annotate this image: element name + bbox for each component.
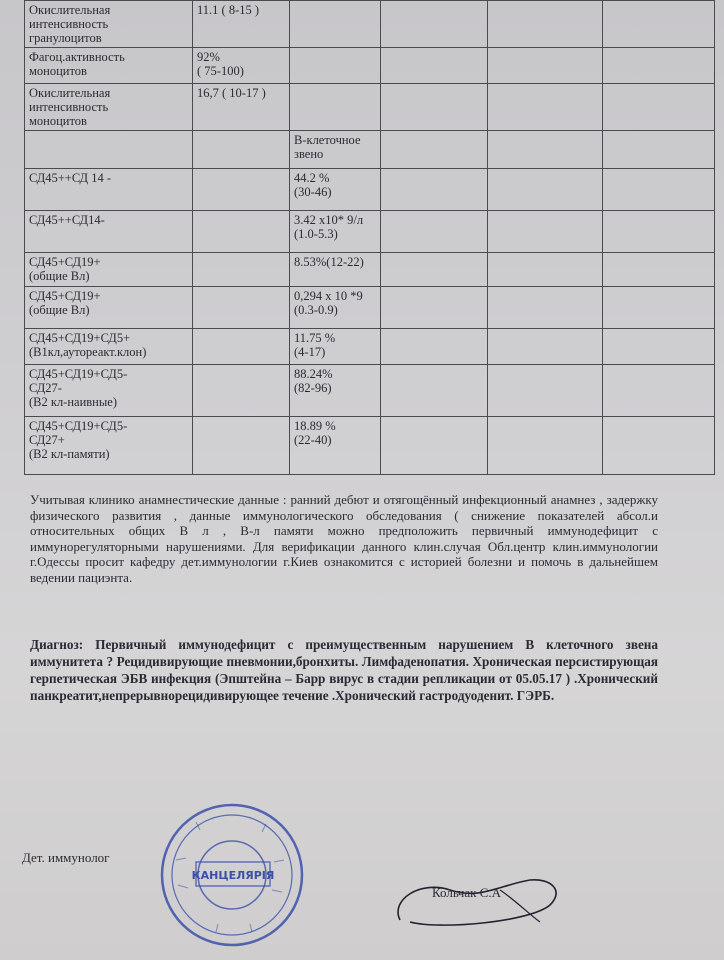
parameter-name-cell: Окислительная интенсивность гранулоцитов	[25, 1, 193, 48]
parameter-name-cell: СД45++СД14-	[25, 211, 193, 253]
empty-cell	[488, 287, 603, 329]
result-value-cell: 44.2 % (30-46)	[290, 169, 381, 211]
result-value-cell: 16,7 ( 10-17 )	[193, 84, 290, 131]
lab-results-table	[24, 0, 715, 475]
empty-cell	[603, 365, 715, 417]
table-row	[25, 253, 715, 287]
round-stamp	[156, 800, 308, 950]
empty-cell	[488, 417, 603, 475]
empty-cell	[381, 365, 488, 417]
table-row	[25, 131, 715, 169]
empty-cell	[603, 131, 715, 169]
parameter-name-cell: СД45+СД19+ (общие Вл)	[25, 253, 193, 287]
empty-cell	[603, 48, 715, 84]
empty-cell	[381, 287, 488, 329]
result-value-cell: В-клеточное звено	[290, 131, 381, 169]
stamp-center-text: КАНЦЕЛЯРІЯ	[191, 869, 275, 882]
diagnosis-paragraph: Диагноз: Первичный иммунодефицит с преимущественным нарушением В клеточного звена иммунитета ? Рецидивирующие пневмонии,бронхиты. Лимфаденопатия. Хроническая персистирующая герпетическая ЭБВ инфекция (Эпштейна – Барр вирус в стадии репликации от 05.05.17 ) .Хронический панкреатит,непрерывнорецидивирующее течение .Хронический гастродуоденит. ГЭРБ.	[30, 637, 658, 703]
empty-cell	[488, 211, 603, 253]
empty-cell	[603, 417, 715, 475]
table-row	[25, 48, 715, 84]
parameter-name-cell	[25, 131, 193, 169]
empty-cell	[193, 131, 290, 169]
empty-cell	[381, 84, 488, 131]
empty-cell	[603, 169, 715, 211]
empty-cell	[193, 365, 290, 417]
empty-cell	[193, 417, 290, 475]
signature-name: Кольчак С.А	[432, 885, 501, 900]
table-row	[25, 287, 715, 329]
empty-cell	[488, 1, 603, 48]
table-row	[25, 84, 715, 131]
empty-cell	[193, 253, 290, 287]
empty-cell	[488, 131, 603, 169]
empty-cell	[193, 287, 290, 329]
table-row	[25, 417, 715, 475]
empty-cell	[603, 329, 715, 365]
empty-cell	[603, 1, 715, 48]
parameter-name-cell: СД45+СД19+СД5- СД27- (В2 кл-наивные)	[25, 365, 193, 417]
empty-cell	[488, 169, 603, 211]
empty-cell	[290, 84, 381, 131]
signature-label: Дет. иммунолог	[22, 850, 110, 865]
empty-cell	[381, 329, 488, 365]
empty-cell	[381, 131, 488, 169]
empty-cell	[603, 211, 715, 253]
empty-cell	[290, 48, 381, 84]
result-value-cell: 0,294 х 10 *9 (0.3-0.9)	[290, 287, 381, 329]
result-value-cell: 8.53%(12-22)	[290, 253, 381, 287]
empty-cell	[290, 1, 381, 48]
empty-cell	[381, 211, 488, 253]
result-value-cell: 3.42 х10* 9/л (1.0-5.3)	[290, 211, 381, 253]
table-row	[25, 365, 715, 417]
parameter-name-cell: СД45+СД19+СД5- СД27+ (В2 кл-памяти)	[25, 417, 193, 475]
empty-cell	[488, 84, 603, 131]
empty-cell	[603, 253, 715, 287]
empty-cell	[381, 253, 488, 287]
empty-cell	[381, 48, 488, 84]
result-value-cell: 88.24% (82-96)	[290, 365, 381, 417]
empty-cell	[488, 365, 603, 417]
table-row	[25, 169, 715, 211]
parameter-name-cell: Окислительная интенсивность моноцитов	[25, 84, 193, 131]
parameter-name-cell: СД45+СД19+СД5+ (В1кл,аутореакт.клон)	[25, 329, 193, 365]
empty-cell	[193, 211, 290, 253]
parameter-name-cell: СД45++СД 14 -	[25, 169, 193, 211]
table-row	[25, 211, 715, 253]
empty-cell	[603, 84, 715, 131]
result-value-cell: 92% ( 75-100)	[193, 48, 290, 84]
clinical-summary-paragraph: Учитывая клинико анамнестические данные : ранний дебют и отягощённый инфекционный анамнез , задержку физического развития , данные иммунологического обследования ( снижение показателей абсол.и относительных общих В л , В-л памяти можно предположить первичный иммунодефицит с иммунорегуляторными нарушениями. Для верификации данного клин.случая Обл.центр клин.иммунологии г.Одессы просит кафедру дет.иммунологии г.Киев ознакомится с историей болезни и помочь в дальнейшем ведении пациэнта.	[30, 492, 658, 585]
table-row	[25, 1, 715, 48]
empty-cell	[381, 417, 488, 475]
result-value-cell: 18.89 % (22-40)	[290, 417, 381, 475]
empty-cell	[488, 329, 603, 365]
result-value-cell: 11.75 % (4-17)	[290, 329, 381, 365]
empty-cell	[603, 287, 715, 329]
result-value-cell: 11.1 ( 8-15 )	[193, 1, 290, 48]
parameter-name-cell: Фагоц.активность моноцитов	[25, 48, 193, 84]
empty-cell	[488, 48, 603, 84]
empty-cell	[381, 1, 488, 48]
empty-cell	[193, 169, 290, 211]
empty-cell	[488, 253, 603, 287]
parameter-name-cell: СД45+СД19+ (общие Вл)	[25, 287, 193, 329]
empty-cell	[381, 169, 488, 211]
empty-cell	[193, 329, 290, 365]
table-row	[25, 329, 715, 365]
